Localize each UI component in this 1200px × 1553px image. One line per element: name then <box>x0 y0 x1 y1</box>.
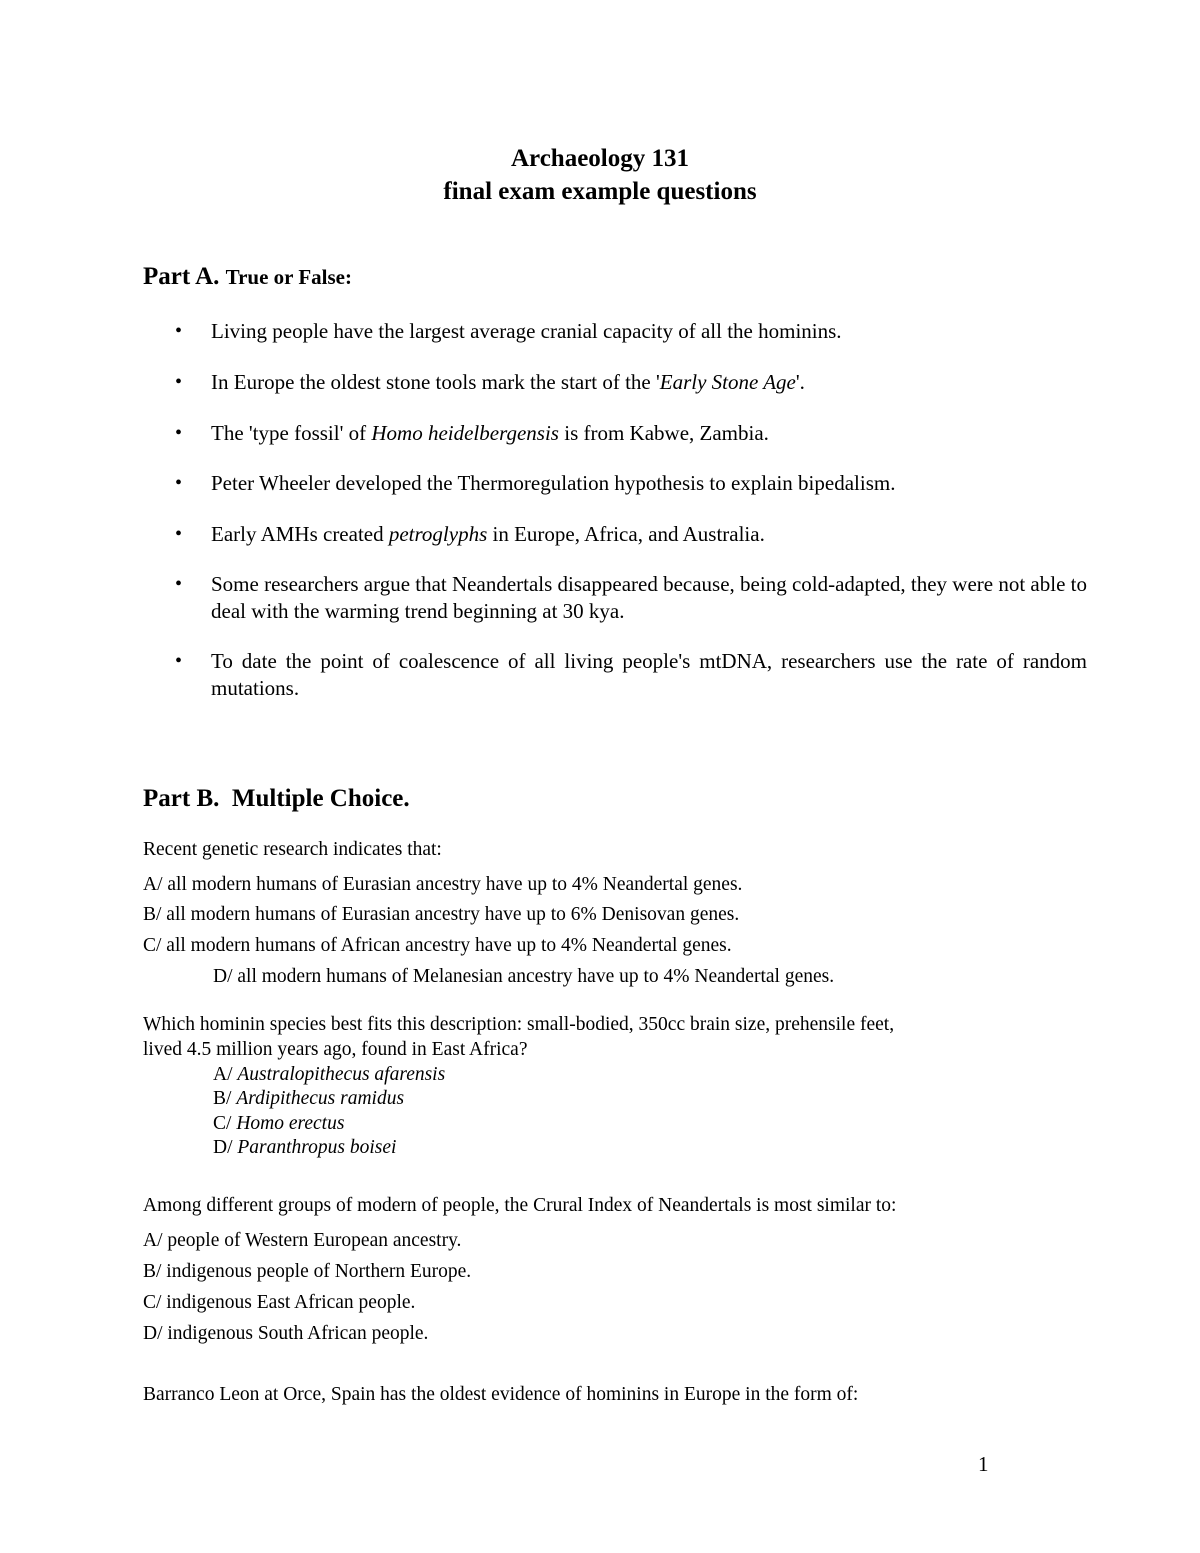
option-key: C/ <box>213 1113 237 1134</box>
answer-option <box>213 1063 445 1087</box>
bullet-icon: • <box>175 422 183 444</box>
answer-option: B/ indigenous people of Northern Europe. <box>143 1261 472 1282</box>
answer-option: D/ all modern humans of Melanesian ancestry have up to 4% Neandertal genes. <box>213 966 835 987</box>
bullet-icon: • <box>175 650 183 672</box>
part-b-title: Multiple Choice. <box>231 785 410 812</box>
option-species: Ardipithecus ramidus <box>236 1088 405 1109</box>
answer-option: B/ all modern humans of Eurasian ancestry have up to 6% Denisovan genes. <box>143 904 740 925</box>
option-species: Paranthropus boisei <box>237 1137 397 1158</box>
bullet-icon: • <box>175 573 183 595</box>
tf-item-text: Early AMHs created <box>211 522 389 546</box>
tf-item-emphasis: Early Stone Age <box>659 370 796 394</box>
option-key: D/ <box>213 1137 238 1158</box>
answer-option: C/ indigenous East African people. <box>143 1292 416 1313</box>
tf-item-text: Peter Wheeler developed the Thermoregulation hypothesis to explain bipedalism. <box>211 471 896 495</box>
tf-item-emphasis: Homo heidelbergensis <box>371 421 559 445</box>
tf-item-text: Living people have the largest average cranial capacity of all the hominins. <box>211 319 842 343</box>
part-a-label: Part A. <box>143 263 220 290</box>
option-key: B/ <box>213 1088 237 1109</box>
part-b-heading <box>143 784 410 814</box>
tf-item-text: Some researchers argue that Neandertals disappeared because, being cold-adapted, they were not able to deal with the warming trend beginning at 30 kya. <box>211 572 1087 623</box>
question-stem-continued: lived 4.5 million years ago, found in East Africa? <box>143 1039 528 1060</box>
bullet-icon: • <box>175 371 183 393</box>
tf-item-text: The 'type fossil' of <box>211 421 372 445</box>
question-stem: Recent genetic research indicates that: <box>143 839 442 860</box>
answer-option: A/ people of Western European ancestry. <box>143 1230 462 1251</box>
part-a-heading <box>143 262 352 292</box>
exam-subtitle: final exam example questions <box>443 178 757 205</box>
bullet-icon: • <box>175 523 183 545</box>
answer-option <box>213 1087 404 1111</box>
tf-item-text-end: in Europe, Africa, and Australia. <box>487 522 765 546</box>
tf-item-emphasis: petroglyphs <box>388 522 488 546</box>
course-title: Archaeology 131 <box>511 145 689 172</box>
tf-item-text-end: is from Kabwe, Zambia. <box>558 421 769 445</box>
question-stem: Which hominin species best fits this description: small-bodied, 350cc brain size, prehensile feet, <box>143 1014 895 1035</box>
part-a-title: True or False: <box>225 265 352 289</box>
part-b-label: Part B. <box>143 785 220 812</box>
tf-item-text: In Europe the oldest stone tools mark the start of the ' <box>211 370 660 394</box>
question-stem: Among different groups of modern of people, the Crural Index of Neandertals is most similar to: <box>143 1195 897 1216</box>
answer-option <box>213 1112 344 1136</box>
tf-item-text-end: '. <box>795 370 805 394</box>
question-stem: Barranco Leon at Orce, Spain has the oldest evidence of hominins in Europe in the form of: <box>143 1384 859 1405</box>
page-number: 1 <box>978 1452 989 1476</box>
answer-option <box>213 1136 396 1160</box>
answer-option: C/ all modern humans of African ancestry have up to 4% Neandertal genes. <box>143 935 732 956</box>
option-key: A/ <box>213 1064 238 1085</box>
bullet-icon: • <box>175 320 183 342</box>
bullet-icon: • <box>175 472 183 494</box>
answer-option: A/ all modern humans of Eurasian ancestry have up to 4% Neandertal genes. <box>143 874 743 895</box>
option-species: Homo erectus <box>236 1113 345 1134</box>
option-species: Australopithecus afarensis <box>237 1064 446 1085</box>
tf-item-text: To date the point of coalescence of all living people's mtDNA, researchers use the rate of random mutations. <box>211 649 1087 700</box>
answer-option: D/ indigenous South African people. <box>143 1323 429 1344</box>
